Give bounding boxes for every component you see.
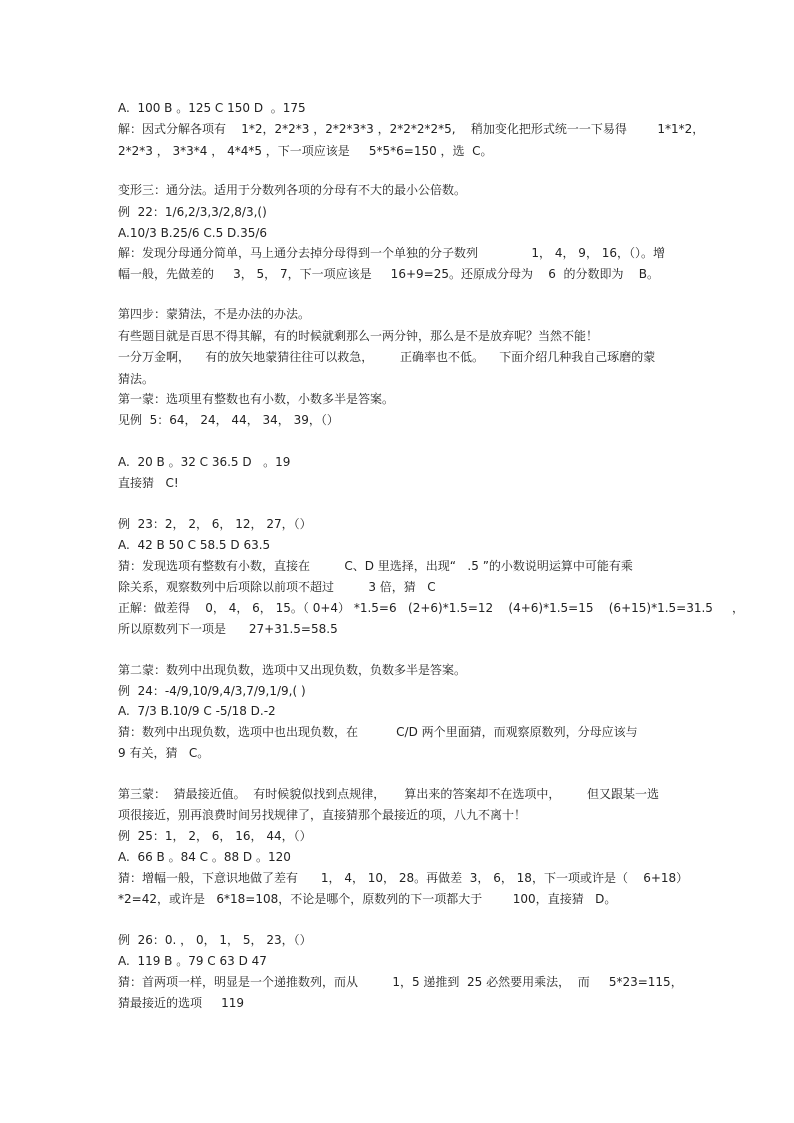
text-line: 第四步：蒙猜法，不是办法的办法。 [118, 307, 311, 321]
text-line: A. 42 B 50 C 58.5 D 63.5 [118, 538, 271, 552]
text-line: 例 23：2， 2， 6， 12， 27，（） [118, 517, 312, 531]
text-line: A. 66 B 。84 C 。88 D 。120 [118, 850, 291, 864]
text-line: A. 20 B 。32 C 36.5 D 。19 [118, 455, 291, 469]
text-line: A. 7/3 B.10/9 C -5/18 D.-2 [118, 704, 276, 718]
text-line: 变形三：通分法。适用于分数列各项的分母有不大的最小公倍数。 [118, 183, 467, 197]
text-line: 9 有关，猜 C。 [118, 746, 210, 760]
text-line: 解：因式分解各项有 1*2，2*2*3 ，2*2*3*3 ，2*2*2*2*5, 稍加变化把形式统一一下易得 1*1*2， [118, 122, 705, 136]
text-line: 所以原数列下一项是 27+31.5=58.5 [118, 622, 338, 636]
text-line: 例 24：-4/9,10/9,4/3,7/9,1/9,( ) [118, 684, 306, 698]
text-line: *2=42，或许是 6*18=108，不论是哪个，原数列的下一项都大于 100，直接猜 D。 [118, 892, 617, 906]
text-line: 猜：首两项一样，明显是一个递推数列，而从 1，5 递推到 25 必然要用乘法， 而 5*23=115， [118, 975, 683, 989]
text-line: 例 22：1/6,2/3,3/2,8/3,() [118, 205, 267, 219]
text-line: 一分万金啊， 有的放矢地蒙猜往往可以救急， 正确率也不低。 下面介绍几种我自己琢磨的蒙 [118, 350, 656, 364]
text-line: 猜法。 [118, 372, 155, 386]
text-line: 除关系，观察数列中后项除以前项不超过 3 倍，猜 C [118, 580, 436, 594]
text-line: 直接猜 C! [118, 476, 179, 490]
text-line: A. 100 B 。125 C 150 D 。175 [118, 101, 306, 115]
text-line: 2*2*3 ， 3*3*4 ， 4*4*5 ，下一项应该是 5*5*6=150 ，选 C。 [118, 144, 493, 158]
text-line: 例 25：1， 2， 6， 16， 44，（） [118, 829, 312, 843]
text-line: 猜：增幅一般，下意识地做了差有 1， 4， 10， 28。再做差 3， 6， 18，下一项或许是（ 6+18） [118, 871, 689, 885]
text-line: 正解：做差得 0， 4， 6， 15。（ 0+4） *1.5=6 (2+6)*1.5=12 (4+6)*1.5=15 (6+15)*1.5=31.5 ， [118, 601, 745, 615]
text-line: 解：发现分母通分简单，马上通分去掉分母得到一个单独的分子数列 1， 4， 9， 16，（）。增 [118, 246, 666, 260]
text-line: 第二蒙：数列中出现负数，选项中又出现负数，负数多半是答案。 [118, 663, 467, 677]
text-line: 猜：数列中出现负数，选项中也出现负数，在 C/D 两个里面猜，而观察原数列，分母应该与 [118, 725, 638, 739]
text-line: 第一蒙：选项里有整数也有小数，小数多半是答案。 [118, 392, 395, 406]
text-line: 项很接近，别再浪费时间另找规律了，直接猜那个最接近的项，八九不离十！ [118, 808, 527, 822]
text-line: A. 119 B 。79 C 63 D 47 [118, 954, 267, 968]
text-line: 第三蒙： 猜最接近值。 有时候貌似找到点规律， 算出来的答案却不在选项中， 但又跟某一选 [118, 787, 660, 801]
text-line: 见例 5：64， 24， 44， 34， 39，（） [118, 413, 339, 427]
text-line: A.10/3 B.25/6 C.5 D.35/6 [118, 226, 268, 240]
text-line: 例 26：0. ， 0， 1， 5， 23，（） [118, 933, 312, 947]
text-line: 有些题目就是百思不得其解，有的时候就剩那么一两分钟，那么是不是放弃呢？当然不能！ [118, 329, 599, 343]
text-line: 幅一般，先做差的 3， 5， 7，下一项应该是 16+9=25。还原成分母为 6 的分数即为 B。 [118, 267, 659, 281]
text-line: 猜：发现选项有整数有小数，直接在 C、D 里选择，出现“ .5 ”的小数说明运算中可能有乘 [118, 559, 633, 573]
text-line: 猜最接近的选项 119 [118, 996, 244, 1010]
